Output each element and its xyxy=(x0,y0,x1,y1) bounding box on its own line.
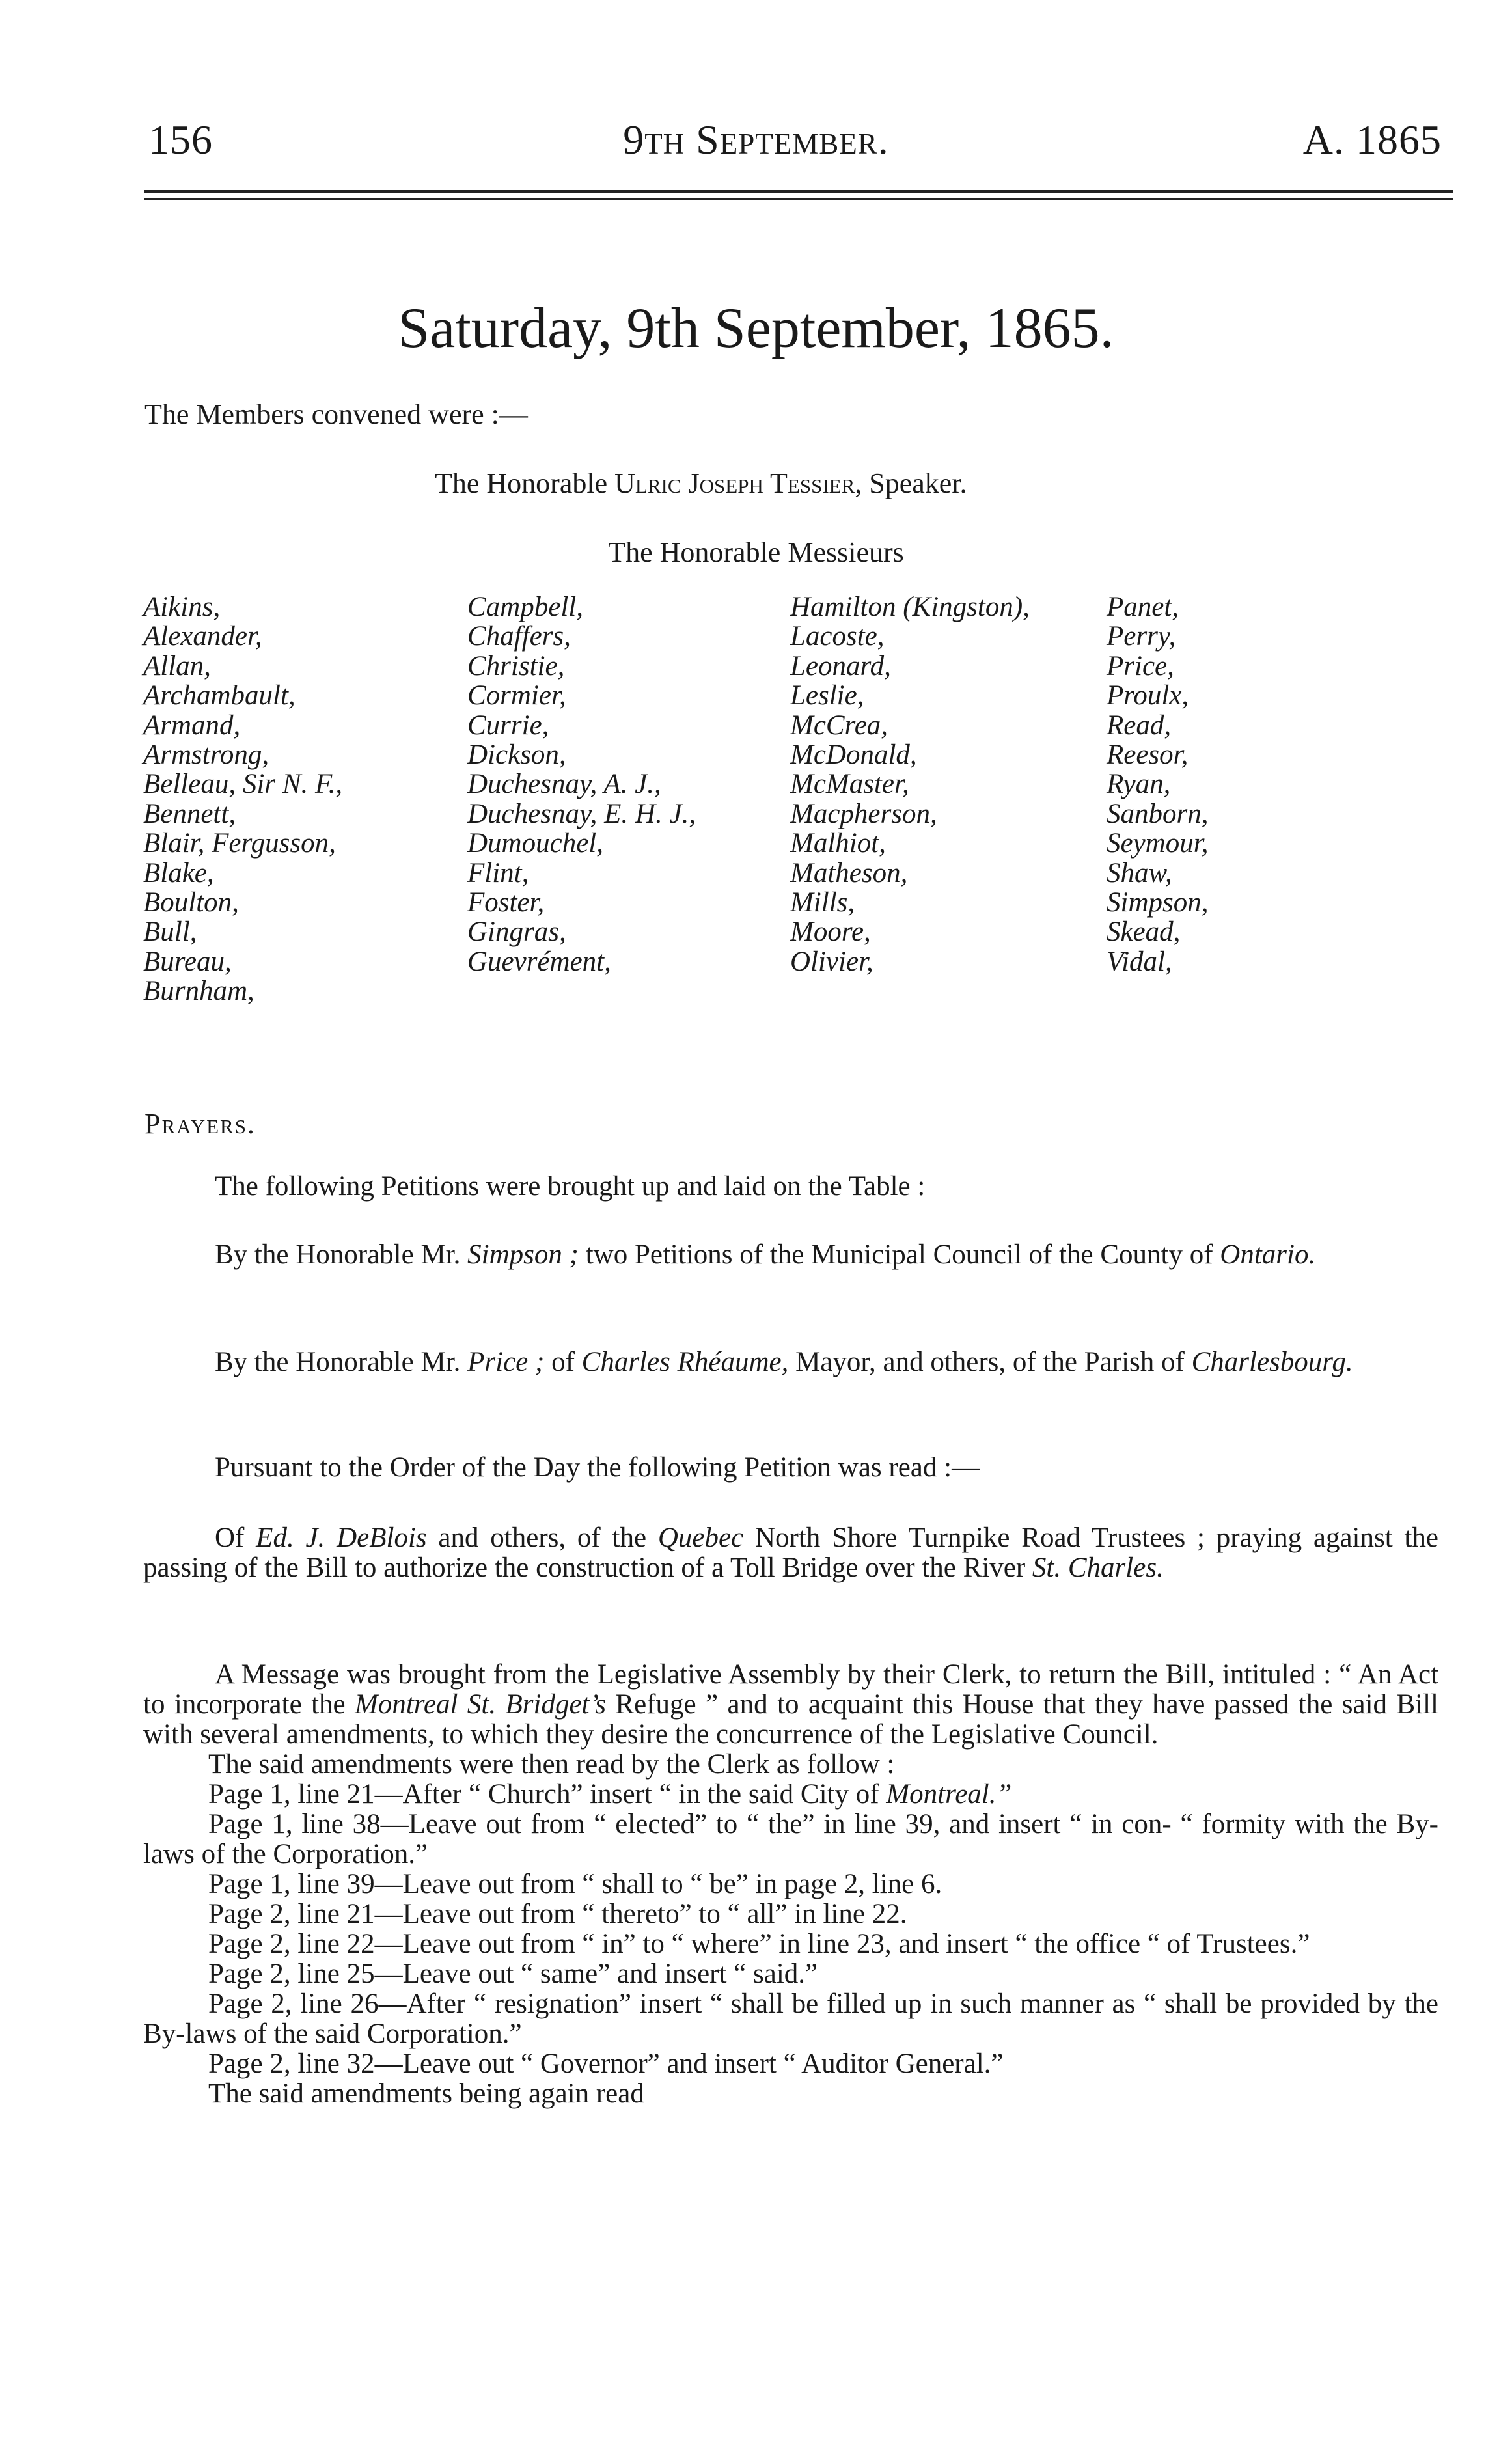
petition-text: of xyxy=(544,1347,582,1377)
amendment-item: Page 2, line 21—Leave out from “ thereto” to “ all” in line 22. xyxy=(208,1899,907,1929)
member-name: Ryan, xyxy=(1107,769,1171,800)
member-name: McCrea, xyxy=(790,709,888,741)
member-name: Vidal, xyxy=(1107,946,1172,977)
member-name: Shaw, xyxy=(1107,857,1172,889)
member-name: Malhiot, xyxy=(790,828,886,859)
petition-text: Mayor, and others, of the Parish of xyxy=(788,1347,1192,1377)
message-text: Refuge ” and to acquaint this House that they have passed the said Bill with several amendments, to which they desire the concurrence of the Legislative Council. xyxy=(143,1689,1438,1750)
amendment-item: Page 1, line 39—Leave out from “ shall to “ be” in page 2, line 6. xyxy=(208,1869,942,1899)
members-column-1 xyxy=(143,592,342,1006)
order-of-day xyxy=(143,1453,1438,1483)
member-name: Moore, xyxy=(790,916,871,948)
member-name: Alexander, xyxy=(143,621,262,652)
members-column-2 xyxy=(467,592,696,976)
member-name: Matheson, xyxy=(790,857,908,889)
member-name: Armand, xyxy=(143,709,241,741)
member-name: Guevrément, xyxy=(467,946,611,977)
member-name: Chaffers, xyxy=(467,621,571,652)
member-name: Burnham, xyxy=(143,976,254,1007)
petition-text: Of xyxy=(215,1522,256,1553)
page-number: 156 xyxy=(148,117,213,163)
member-name: Campbell, xyxy=(467,592,583,622)
petition-simpson xyxy=(143,1240,1438,1270)
member-name: Duchesnay, A. J., xyxy=(467,769,661,800)
member-name: McDonald, xyxy=(790,739,917,771)
speaker-prefix: The Honorable xyxy=(435,467,608,499)
member-name: Skead, xyxy=(1107,916,1181,948)
member-name: Duchesnay, E. H. J., xyxy=(467,798,696,829)
amendment-text: Page 1, line 21—After “ Church” insert “ in the said City of xyxy=(208,1779,887,1810)
members-column-4 xyxy=(1107,592,1208,976)
speaker-line xyxy=(435,466,967,501)
page-title: Saturday, 9th September, 1865. xyxy=(398,297,1114,360)
amendment-item: Page 2, line 26—After “ resignation” insert “ shall be filled up in such manner as “ shall be provided by the By-laws of the said Corporation.” xyxy=(143,1989,1438,2049)
petition-text: and others, of the xyxy=(426,1522,658,1553)
amendment-item: Page 2, line 22—Leave out from “ in” to “ where” in line 23, and insert “ the office “ of Trustees.” xyxy=(208,1929,1310,1959)
petition-place: Ontario. xyxy=(1220,1239,1316,1270)
member-name: Cormier, xyxy=(467,680,566,711)
member-name: Leslie, xyxy=(790,680,864,711)
member-name: Sanborn, xyxy=(1107,798,1209,829)
member-name: Gingras, xyxy=(467,916,566,948)
prayers-heading: Prayers. xyxy=(144,1108,256,1140)
order-of-day-text: Pursuant to the Order of the Day the following Petition was read :— xyxy=(215,1452,980,1483)
member-name: Currie, xyxy=(467,709,549,741)
petition-price xyxy=(143,1347,1438,1377)
member-name: Lacoste, xyxy=(790,621,885,652)
speaker-name: Ulric Joseph Tessier xyxy=(614,467,855,499)
member-name: Archambault, xyxy=(143,680,296,711)
petition-person: Charles Rhéaume, xyxy=(581,1347,789,1377)
member-name: Olivier, xyxy=(790,946,873,977)
member-name: Boulton, xyxy=(143,887,239,918)
message-text: A Message was brought from the Legislative Assembly by their Clerk, to return the Bill, intituled : “ An Act to incorporate the xyxy=(143,1659,1438,1720)
message-institution: Montreal St. Bridget’s xyxy=(355,1689,606,1720)
running-date-heading: 9th September. xyxy=(623,117,889,163)
petition-text: two Petitions of the Municipal Council of the County of xyxy=(578,1239,1220,1270)
petition-text: By the Honorable Mr. xyxy=(215,1239,468,1270)
petition-place: St. Charles. xyxy=(1032,1552,1164,1583)
amendment-place: Montreal.” xyxy=(886,1779,1012,1810)
speaker-suffix: , Speaker. xyxy=(855,467,967,499)
header-rule-top xyxy=(144,190,1453,193)
member-name: Aikins, xyxy=(143,592,221,622)
member-name: Read, xyxy=(1107,709,1172,741)
member-name: Bull, xyxy=(143,916,197,948)
petition-person: Ed. J. DeBlois xyxy=(256,1522,427,1553)
member-name: Bennett, xyxy=(143,798,236,829)
petition-place: Charlesbourg. xyxy=(1191,1347,1353,1377)
amendment-item xyxy=(143,1780,1438,1810)
running-year: A. 1865 xyxy=(1302,117,1442,163)
petition-deblois xyxy=(143,1523,1438,1583)
petition-member: Price ; xyxy=(467,1347,545,1377)
header-rule-bottom xyxy=(144,198,1453,200)
member-name: Belleau, Sir N. F., xyxy=(143,769,343,800)
member-name: Hamilton (Kingston), xyxy=(790,592,1030,622)
member-name: Price, xyxy=(1107,650,1174,682)
amendment-item: Page 2, line 32—Leave out “ Governor” and insert “ Auditor General.” xyxy=(208,2048,1004,2079)
member-name: Macpherson, xyxy=(790,798,937,829)
members-intro: The Members convened were :— xyxy=(144,398,528,430)
petition-place: Quebec xyxy=(657,1522,744,1553)
petition-text: By the Honorable Mr. xyxy=(215,1347,468,1377)
petitions-intro-text: The following Petitions were brought up and laid on the Table : xyxy=(215,1171,926,1202)
member-name: McMaster, xyxy=(790,769,909,800)
member-name: Simpson, xyxy=(1107,887,1209,918)
amendment-item: Page 2, line 25—Leave out “ same” and insert “ said.” xyxy=(208,1959,818,1989)
member-name: Dumouchel, xyxy=(467,828,603,859)
member-name: Proulx, xyxy=(1107,680,1189,711)
member-name: Blake, xyxy=(143,857,214,889)
member-name: Armstrong, xyxy=(143,739,269,771)
amendments-intro: The said amendments were then read by the Clerk as follow : xyxy=(208,1749,895,1780)
member-name: Leonard, xyxy=(790,650,891,682)
member-name: Bureau, xyxy=(143,946,232,977)
petitions-intro xyxy=(143,1172,1438,1202)
petition-member: Simpson ; xyxy=(467,1239,579,1270)
member-name: Mills, xyxy=(790,887,855,918)
member-name: Reesor, xyxy=(1107,739,1189,771)
petition-text: North Shore Turnpike Road Trustees ; praying against the passing of the Bill to authorize the construction of a Toll Bridge over the River xyxy=(143,1522,1439,1583)
member-name: Seymour, xyxy=(1107,828,1209,859)
member-name: Christie, xyxy=(467,650,565,682)
member-name: Perry, xyxy=(1107,621,1176,652)
member-name: Foster, xyxy=(467,887,545,918)
closing-line: The said amendments being again read xyxy=(208,2078,644,2109)
messieurs-heading: The Honorable Messieurs xyxy=(608,536,904,568)
assembly-message xyxy=(143,1660,1438,2109)
member-name: Panet, xyxy=(1107,592,1179,622)
members-column-3 xyxy=(790,592,1030,976)
amendment-item: Page 1, line 38—Leave out from “ elected” to “ the” in line 39, and insert “ in con- “ formity with the By-laws of the Corporation.” xyxy=(143,1809,1438,1869)
member-name: Allan, xyxy=(143,650,211,682)
member-name: Flint, xyxy=(467,857,529,889)
member-name: Dickson, xyxy=(467,739,566,771)
member-name: Blair, Fergusson, xyxy=(143,828,336,859)
